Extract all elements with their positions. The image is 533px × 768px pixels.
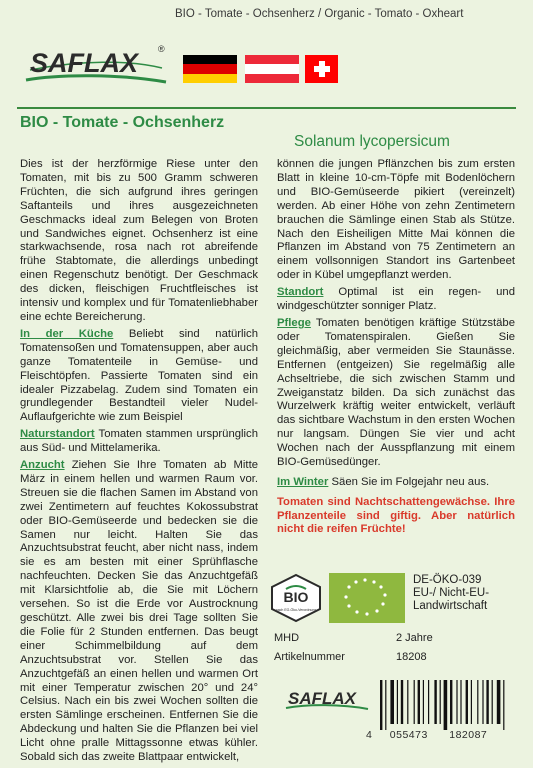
- origin-text: Tomaten stammen ursprünglich aus Süd- und Mittelamerika.: [20, 428, 258, 455]
- care-heading: Pflege: [277, 316, 311, 329]
- barcode-bar: [477, 680, 478, 724]
- sowing-text: Ziehen Sie Ihre Tomaten ab Mitte März in einem hellen und warmen Raum vor. Streuen sie die flachen Samen im Abstand von zwei Zentimetern auf feuchtes Kokossubstrat oder BIO-Gemüseerde und bedecken sie die Samen nur leicht. Halten Sie das Anzuchtsubstrat feucht, aber nicht nass, indem sie es am besten mit einer Sprühflasche nachfeuchten. Decken Sie das Anzuchtgefäß mit Klarsichtfolie ab, die Sie mit Löchern versehen. So ist die Erde vor Austrocknung geschützt. Alle zwei bis drei Tage sollten Sie die Folie für 2 Stunden entfernen. Das beugt einer Schimmelbildung auf dem Anzuchtsubstrat vor. Stellen Sie das Anzuchtgefäß an einen hellen und warmen Ort mit einer Temperatur zwischen 20° und 24° Celsius. Nach ein bis zwei Wochen sollten die ersten Sämlinge erscheinen. Entfernen Sie die Abdeckung und halten Sie die Pflanzen bei viel Licht ohne pralle Mittagssonne etwas kühler. Sobald sich das zweite Blattpaar entwickelt,: [20, 459, 258, 764]
- barcode-digits-right: 182087: [449, 729, 488, 741]
- barcode-bar: [380, 680, 382, 730]
- care-section: [277, 317, 515, 470]
- left-column: [20, 158, 258, 768]
- barcode-bar: [471, 680, 472, 724]
- switzerland-flag-icon: [305, 55, 338, 83]
- barcode-bar: [407, 680, 408, 724]
- barcode-bar: [466, 680, 468, 724]
- barcode-digit-lead: 4: [366, 729, 373, 741]
- barcode-bar: [423, 680, 424, 724]
- barcode-digits: [366, 729, 516, 741]
- mhd-value: 2 Jahre: [396, 632, 433, 644]
- product-title: BIO - Tomate - Ochsenherz: [20, 114, 225, 131]
- saflax-logo: [20, 38, 170, 88]
- location-text: Optimal ist ein regen- und windgeschützter sonniger Platz.: [277, 286, 515, 313]
- bio-seal-sub: nach EG-Öko-Verordnung: [275, 608, 317, 612]
- saflax-logo-small: [282, 681, 372, 713]
- barcode-bar: [440, 680, 441, 724]
- barcode-bar: [434, 680, 436, 724]
- sowing-heading: Anzucht: [20, 459, 65, 472]
- barcode-bar: [414, 680, 415, 724]
- kitchen-section: [20, 328, 258, 425]
- header-tagline: BIO - Tomate - Ochsenherz / Organic - Tomato - Oxheart: [175, 8, 464, 20]
- barcode-bar: [444, 680, 448, 730]
- bio-seal-icon: [268, 573, 324, 623]
- sowing-continued-text: können die jungen Pflänzchen bis zum ersten Blatt in kleine 10-cm-Töpfe mit Bodenlöchern und BIO-Gemüseerde pikiert (vereinzelt) werden. Ab einer Höhe von zehn Zentimetern brauchen die Sämlinge einen Stab als Stütze. Nach den Eisheiligen Mitte Mai können die Pflanzen im Abstand von 75 Zentimetern an einem vollsonnigen Standort ins Gartenbeet oder in Kübel umgepflanzt werden.: [277, 158, 515, 282]
- germany-flag-icon: [183, 55, 237, 83]
- barcode-bar: [418, 680, 420, 724]
- barcode-bar: [492, 680, 493, 724]
- winter-section: [277, 476, 515, 490]
- agriculture-line: Landwirtschaft: [413, 600, 488, 612]
- barcode-bar: [397, 680, 398, 724]
- kitchen-text: Beliebt sind natürlich Tomatensoßen und Tomatensuppen, aber auch ganze Tomatenteile in Gemüse- und Fleischtöpfen. Passierte Tomaten sind ein idealer Pizzabelag. Zudem sind Tomaten ein grundlegender Bestandteil vieler Nudel-Auflaufgerichte wie zum Beispiel: [20, 327, 258, 424]
- intro-text: Dies ist der herzförmige Riese unter den Tomaten, mit bis zu 500 Gramm schweren Früchten, die sich aufgrund ihres geringen Saftanteils und ihres ausgezeichneten Geschmacks ideal zum Belegen von Broten und Sandwiches eignet. Ochsenherz ist eine starkwachsende, rosa nach rot abreifende frühe Stabtomate, die allerdings unbedingt einen Regenschutz benötigt. Der Geschmack des dicken, fleischigen Fruchtfleisches ist intensiv und komplex und für Tomatenliebhaber eine echte Bereicherung.: [20, 158, 258, 323]
- barcode-bar: [497, 680, 501, 724]
- barcode-bar: [450, 680, 452, 724]
- barcode-bar: [428, 680, 429, 724]
- location-section: [277, 286, 515, 314]
- barcode-bar: [456, 680, 457, 724]
- article-number-label: Artikelnummer: [274, 651, 345, 663]
- toxicity-warning: Tomaten sind Nachtschattengewächse. Ihre Pflanzenteile sind giftig. Aber natürlich nicht die reifen Früchte!: [277, 495, 515, 536]
- care-text: Tomaten benötigen kräftige Stützstäbe oder Tomatenspiralen. Gießen Sie gleichmäßig, aber vermeiden Sie Staunässe. Entfernen (entgeizen) Sie regelmäßig alle Achseltriebe, die sich zwischen Stamm und Zweiganstatz bilden. Da sich zunächst das Wurzelwerk kräftig weiter entwickelt, verläuft das sichtbare Wachstum in den ersten Wochen nur langsam. Düngen Sie vier und acht Wochen nach der Ausspflanzung mit einem BIO-Gemüsedünger.: [277, 316, 515, 469]
- barcode-bar: [482, 680, 483, 724]
- origin-section: [20, 428, 258, 456]
- barcode-bar: [385, 680, 386, 730]
- eco-code: DE-ÖKO-039: [413, 574, 482, 586]
- brand-text-small: SAFLAX: [288, 689, 356, 708]
- mhd-label: MHD: [274, 632, 300, 644]
- barcode-bar: [460, 680, 461, 724]
- eu-origin-line: EU-/ Nicht-EU-: [413, 587, 490, 599]
- header-divider: [17, 107, 516, 109]
- winter-text: Säen Sie im Folgejahr neu aus.: [328, 475, 490, 488]
- barcode-bar: [401, 680, 403, 724]
- sowing-section: [20, 459, 258, 765]
- registered-mark: ®: [158, 44, 165, 54]
- barcode-digits-left: 055473: [389, 729, 428, 741]
- origin-heading: Naturstandort: [20, 428, 95, 441]
- barcode-bar: [486, 680, 488, 724]
- bio-seal-label: BIO: [283, 589, 309, 605]
- barcode-bar: [390, 680, 394, 724]
- barcode-bar: [503, 680, 504, 730]
- latin-name: Solanum lycopersicum: [294, 133, 450, 150]
- certification-info: [413, 574, 489, 613]
- austria-flag-icon: [245, 55, 299, 83]
- right-column: [277, 158, 515, 540]
- article-number-value: 18208: [396, 651, 427, 663]
- winter-heading: Im Winter: [277, 475, 329, 488]
- kitchen-heading: In der Küche: [20, 327, 114, 340]
- brand-text: SAFLAX: [30, 48, 138, 78]
- location-heading: Standort: [277, 286, 324, 299]
- eu-organic-leaf-icon: [329, 573, 405, 623]
